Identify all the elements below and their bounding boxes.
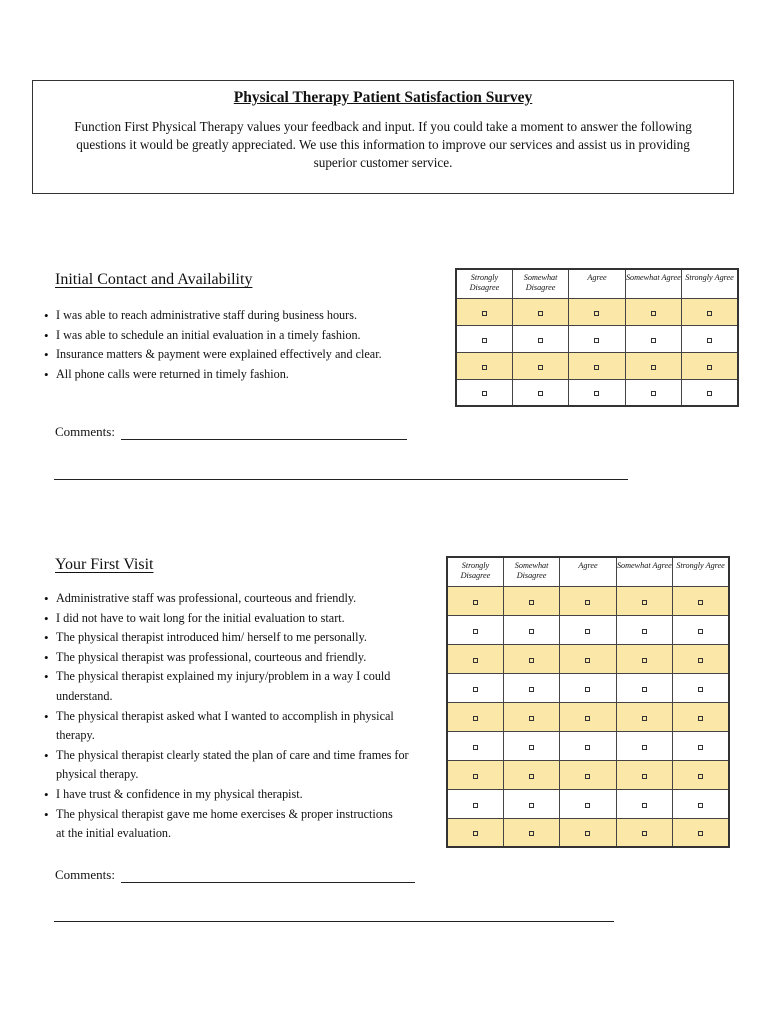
rating-cell[interactable] [456, 352, 512, 379]
rating-cell[interactable] [447, 673, 503, 702]
rating-cell[interactable] [673, 731, 729, 760]
checkbox-icon[interactable] [642, 716, 647, 721]
checkbox-icon[interactable] [594, 338, 599, 343]
checkbox-icon[interactable] [698, 774, 703, 779]
checkbox-icon[interactable] [482, 338, 487, 343]
scale-header-agree: Agree [569, 269, 625, 298]
scale-header-somewhat-disagree: Somewhat Disagree [512, 269, 568, 298]
rating-cell[interactable] [447, 789, 503, 818]
rating-cell[interactable] [503, 818, 559, 847]
rating-cell[interactable] [512, 379, 568, 406]
rating-cell[interactable] [569, 298, 625, 325]
checkbox-icon[interactable] [585, 745, 590, 750]
checkbox-icon[interactable] [594, 311, 599, 316]
comments-field[interactable] [121, 868, 415, 883]
rating-cell[interactable] [447, 731, 503, 760]
scale-header-strongly-disagree: Strongly Disagree [447, 557, 503, 586]
checkbox-icon[interactable] [594, 365, 599, 370]
checkbox-icon[interactable] [642, 745, 647, 750]
rating-cell[interactable] [512, 325, 568, 352]
rating-row [456, 379, 738, 406]
scale-header-strongly-agree: Strongly Agree [673, 557, 729, 586]
checkbox-icon[interactable] [642, 831, 647, 836]
rating-cell[interactable] [447, 586, 503, 615]
checkbox-icon[interactable] [585, 716, 590, 721]
checkbox-icon[interactable] [529, 658, 534, 663]
checkbox-icon[interactable] [585, 803, 590, 808]
scale-header-somewhat-disagree: Somewhat Disagree [503, 557, 559, 586]
rating-row [456, 352, 738, 379]
checkbox-icon[interactable] [473, 658, 478, 663]
statement-item: • I was able to reach administrative staff during business hours. [44, 306, 414, 326]
statement-list-first-visit [44, 589, 434, 844]
rating-cell[interactable] [673, 818, 729, 847]
comments-field[interactable] [121, 425, 407, 440]
rating-cell[interactable] [456, 379, 512, 406]
rating-cell[interactable] [682, 352, 738, 379]
rating-cell[interactable] [616, 702, 672, 731]
rating-cell[interactable] [560, 760, 616, 789]
checkbox-icon[interactable] [698, 687, 703, 692]
statement-item: • I have trust & confidence in my physical therapist. [44, 785, 434, 805]
rating-cell[interactable] [625, 325, 681, 352]
statement-item: • I was able to schedule an initial evaluation in a timely fashion. [44, 326, 414, 346]
checkbox-icon[interactable] [538, 365, 543, 370]
scale-header-somewhat-agree: Somewhat Agree [625, 269, 681, 298]
rating-cell[interactable] [616, 818, 672, 847]
rating-cell[interactable] [616, 673, 672, 702]
survey-intro: Function First Physical Therapy values your feedback and input. If you could take a moment to answer the following questions it would be greatly appreciated. We use this information to improve our services and assist us in providing superior customer service. [74, 119, 692, 170]
checkbox-icon[interactable] [707, 391, 712, 396]
statement-item: • The physical therapist gave me home exercises & proper instructions at the initial evaluation. [44, 805, 396, 844]
checkbox-icon[interactable] [707, 311, 712, 316]
checkbox-icon[interactable] [707, 365, 712, 370]
rating-row [447, 702, 729, 731]
checkbox-icon[interactable] [707, 338, 712, 343]
rating-cell[interactable] [625, 379, 681, 406]
checkbox-icon[interactable] [538, 338, 543, 343]
scale-header-agree: Agree [560, 557, 616, 586]
checkbox-icon[interactable] [585, 831, 590, 836]
rating-cell[interactable] [673, 644, 729, 673]
rating-row [447, 586, 729, 615]
checkbox-icon[interactable] [698, 745, 703, 750]
rating-row [456, 325, 738, 352]
rating-cell[interactable] [512, 352, 568, 379]
rating-cell[interactable] [560, 644, 616, 673]
survey-header-box [32, 80, 734, 194]
checkbox-icon[interactable] [538, 311, 543, 316]
checkbox-icon[interactable] [529, 629, 534, 634]
rating-cell[interactable] [447, 702, 503, 731]
checkbox-icon[interactable] [473, 745, 478, 750]
comments-extra-line[interactable] [54, 921, 614, 922]
comments-initial-contact [55, 424, 407, 440]
checkbox-icon[interactable] [585, 658, 590, 663]
rating-cell[interactable] [616, 586, 672, 615]
rating-grid-initial-contact [455, 268, 739, 407]
checkbox-icon[interactable] [529, 831, 534, 836]
checkbox-icon[interactable] [529, 687, 534, 692]
rating-cell[interactable] [560, 818, 616, 847]
rating-cell[interactable] [503, 789, 559, 818]
statement-item: • The physical therapist clearly stated the plan of care and time frames for physical therapy. [44, 746, 448, 785]
checkbox-icon[interactable] [642, 658, 647, 663]
rating-cell[interactable] [447, 615, 503, 644]
rating-cell[interactable] [560, 789, 616, 818]
checkbox-icon[interactable] [473, 803, 478, 808]
rating-cell[interactable] [560, 586, 616, 615]
checkbox-icon[interactable] [585, 629, 590, 634]
rating-cell[interactable] [503, 644, 559, 673]
checkbox-icon[interactable] [642, 774, 647, 779]
checkbox-icon[interactable] [698, 658, 703, 663]
rating-cell[interactable] [503, 760, 559, 789]
checkbox-icon[interactable] [529, 803, 534, 808]
rating-row [447, 789, 729, 818]
checkbox-icon[interactable] [642, 687, 647, 692]
section-title-first-visit: Your First Visit [55, 556, 154, 573]
checkbox-icon[interactable] [529, 716, 534, 721]
checkbox-icon[interactable] [642, 600, 647, 605]
comments-first-visit [55, 867, 415, 883]
comments-extra-line[interactable] [54, 479, 628, 480]
rating-cell[interactable] [682, 325, 738, 352]
rating-cell[interactable] [569, 352, 625, 379]
rating-cell[interactable] [673, 586, 729, 615]
rating-cell[interactable] [456, 325, 512, 352]
scale-header-strongly-disagree: Strongly Disagree [456, 269, 512, 298]
rating-cell[interactable] [560, 673, 616, 702]
comments-label: Comments: [55, 867, 115, 882]
statement-item: • I did not have to wait long for the initial evaluation to start. [44, 609, 434, 629]
rating-row [447, 760, 729, 789]
checkbox-icon[interactable] [482, 311, 487, 316]
checkbox-icon[interactable] [473, 600, 478, 605]
rating-cell[interactable] [447, 818, 503, 847]
checkbox-icon[interactable] [473, 831, 478, 836]
checkbox-icon[interactable] [482, 365, 487, 370]
checkbox-icon[interactable] [642, 803, 647, 808]
checkbox-icon[interactable] [473, 629, 478, 634]
rating-cell[interactable] [673, 702, 729, 731]
rating-cell[interactable] [673, 673, 729, 702]
checkbox-icon[interactable] [698, 600, 703, 605]
rating-cell[interactable] [503, 731, 559, 760]
checkbox-icon[interactable] [698, 831, 703, 836]
rating-cell[interactable] [616, 644, 672, 673]
survey-title: Physical Therapy Patient Satisfaction Survey [233, 89, 533, 106]
rating-row [447, 731, 729, 760]
checkbox-icon[interactable] [529, 774, 534, 779]
statement-item: • The physical therapist asked what I wanted to accomplish in physical therapy. [44, 707, 416, 746]
statement-item: • The physical therapist introduced him/ herself to me personally. [44, 628, 434, 648]
checkbox-icon[interactable] [473, 774, 478, 779]
checkbox-icon[interactable] [651, 391, 656, 396]
rating-cell[interactable] [673, 615, 729, 644]
rating-cell[interactable] [673, 789, 729, 818]
statement-item: • Insurance matters & payment were explained effectively and clear. [44, 345, 386, 365]
rating-cell[interactable] [503, 615, 559, 644]
checkbox-icon[interactable] [585, 774, 590, 779]
rating-cell[interactable] [616, 615, 672, 644]
checkbox-icon[interactable] [529, 745, 534, 750]
rating-cell[interactable] [503, 586, 559, 615]
rating-cell[interactable] [682, 379, 738, 406]
checkbox-icon[interactable] [538, 391, 543, 396]
section-title-initial-contact: Initial Contact and Availability [55, 271, 253, 288]
rating-cell[interactable] [682, 298, 738, 325]
rating-cell[interactable] [625, 352, 681, 379]
rating-cell[interactable] [560, 702, 616, 731]
scale-header-strongly-agree: Strongly Agree [682, 269, 738, 298]
rating-cell[interactable] [503, 673, 559, 702]
rating-row [447, 673, 729, 702]
checkbox-icon[interactable] [698, 803, 703, 808]
statement-item: • All phone calls were returned in timely fashion. [44, 365, 414, 385]
rating-grid-first-visit [446, 556, 730, 848]
checkbox-icon[interactable] [698, 629, 703, 634]
checkbox-icon[interactable] [651, 338, 656, 343]
checkbox-icon[interactable] [585, 687, 590, 692]
rating-row [456, 298, 738, 325]
statement-item: • Administrative staff was professional, courteous and friendly. [44, 589, 434, 609]
statement-list-initial-contact [44, 306, 414, 384]
checkbox-icon[interactable] [651, 365, 656, 370]
statement-item: • The physical therapist was professional, courteous and friendly. [44, 648, 434, 668]
rating-cell[interactable] [447, 760, 503, 789]
rating-cell[interactable] [447, 644, 503, 673]
rating-row [447, 615, 729, 644]
rating-cell[interactable] [503, 702, 559, 731]
rating-cell[interactable] [616, 731, 672, 760]
rating-cell[interactable] [673, 760, 729, 789]
rating-cell[interactable] [560, 731, 616, 760]
checkbox-icon[interactable] [594, 391, 599, 396]
checkbox-icon[interactable] [642, 629, 647, 634]
checkbox-icon[interactable] [482, 391, 487, 396]
checkbox-icon[interactable] [529, 600, 534, 605]
checkbox-icon[interactable] [698, 716, 703, 721]
rating-cell[interactable] [616, 760, 672, 789]
rating-cell[interactable] [616, 789, 672, 818]
rating-cell[interactable] [512, 298, 568, 325]
rating-row [447, 818, 729, 847]
rating-cell[interactable] [456, 298, 512, 325]
rating-cell[interactable] [569, 379, 625, 406]
statement-item: • The physical therapist explained my injury/problem in a way I could understand. [44, 667, 416, 706]
checkbox-icon[interactable] [651, 311, 656, 316]
checkbox-icon[interactable] [473, 687, 478, 692]
rating-row [447, 644, 729, 673]
rating-cell[interactable] [569, 325, 625, 352]
scale-header-somewhat-agree: Somewhat Agree [616, 557, 672, 586]
checkbox-icon[interactable] [473, 716, 478, 721]
comments-label: Comments: [55, 424, 115, 439]
checkbox-icon[interactable] [585, 600, 590, 605]
rating-cell[interactable] [560, 615, 616, 644]
rating-cell[interactable] [625, 298, 681, 325]
